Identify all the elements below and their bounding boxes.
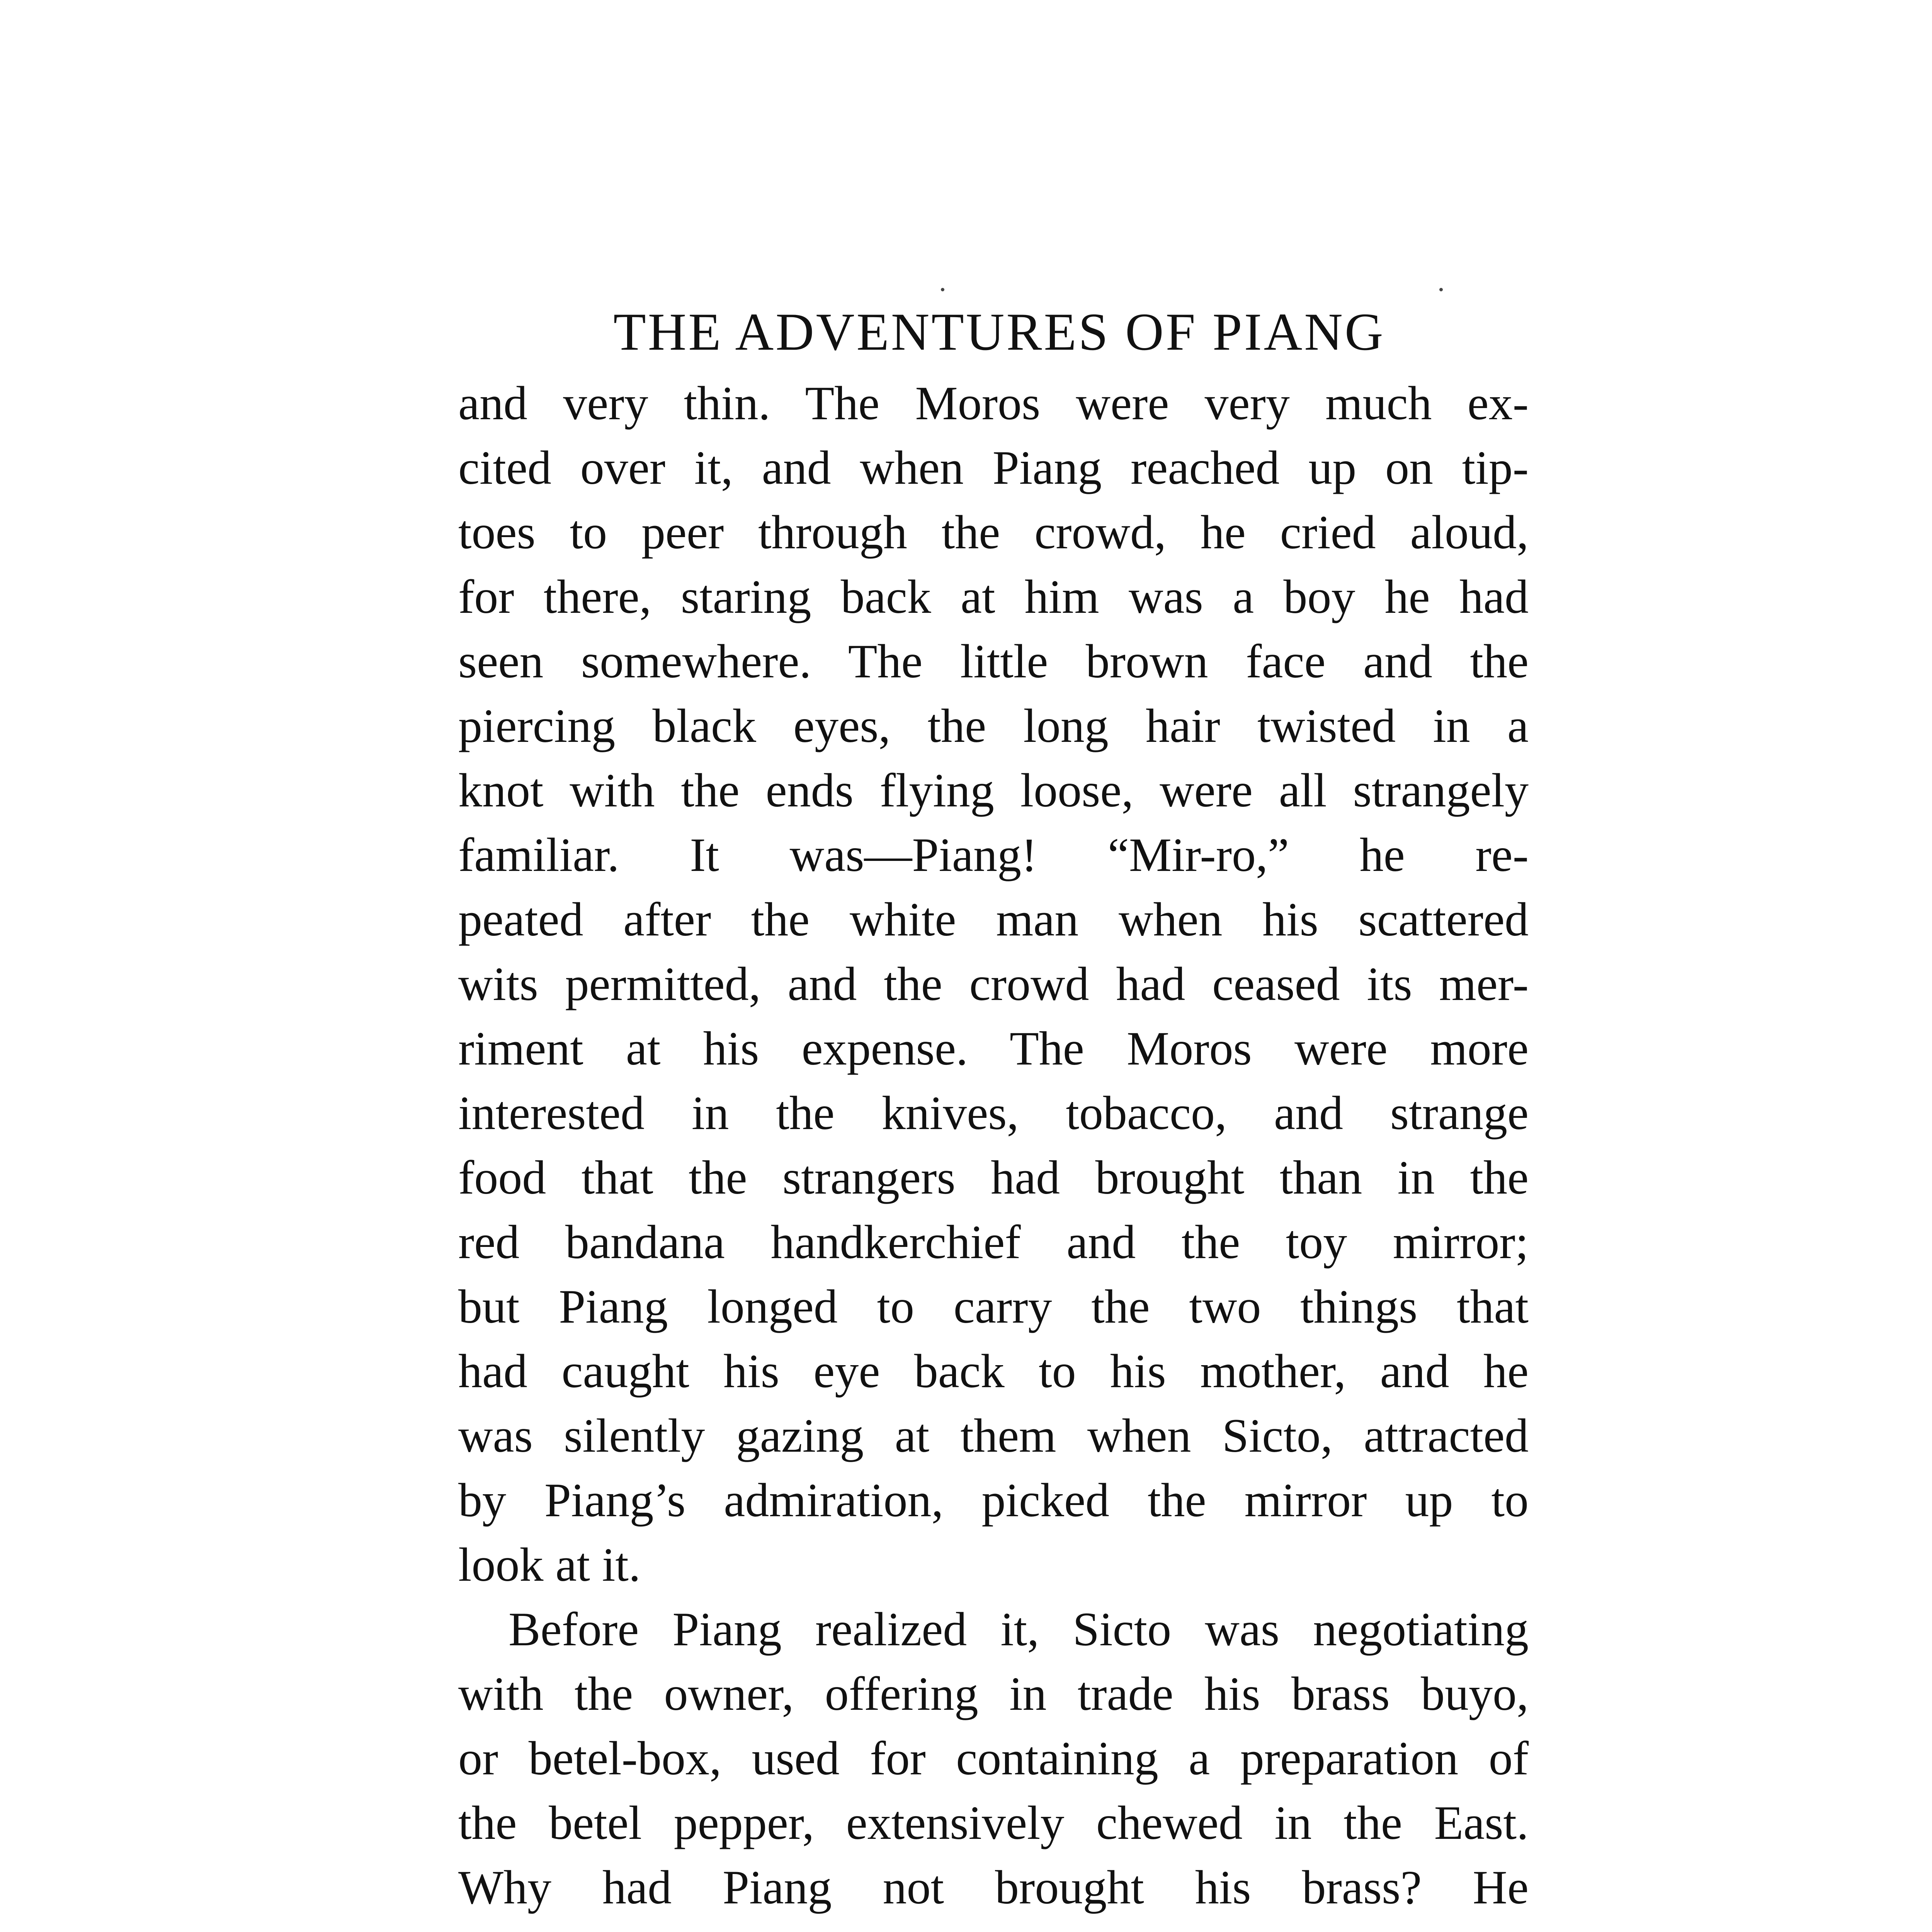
text-line: and very thin. The Moros were very much ex- — [458, 377, 1529, 430]
page-body — [458, 371, 1529, 1920]
text-line: but Piang longed to carry the two things that — [458, 1280, 1529, 1333]
text-line: the betel pepper, extensively chewed in the East. — [458, 1796, 1529, 1849]
scan-speck — [941, 288, 944, 291]
text-line: Why had Piang not brought his brass? He — [458, 1861, 1529, 1914]
text-line: with the owner, offering in trade his brass buyo, — [458, 1667, 1529, 1720]
text-line: riment at his expense. The Moros were more — [458, 1022, 1529, 1075]
text-line: knot with the ends flying loose, were all strangely — [458, 764, 1529, 817]
text-line: interested in the knives, tobacco, and strange — [458, 1087, 1529, 1139]
paragraph-end-line: look at it. — [458, 1538, 641, 1591]
paragraph-start-line: Before Piang realized it, Sicto was negotiating — [509, 1603, 1529, 1656]
text-line: wits permitted, and the crowd had ceased its mer- — [458, 957, 1529, 1010]
text-line: toes to peer through the crowd, he cried aloud, — [458, 506, 1529, 559]
text-line: food that the strangers had brought than in the — [458, 1151, 1529, 1204]
running-title: THE ADVENTURES OF PIANG — [613, 302, 1385, 361]
text-line: peated after the white man when his scattered — [458, 893, 1529, 946]
text-line: was silently gazing at them when Sicto, attracted — [458, 1409, 1529, 1462]
text-line: for there, staring back at him was a boy he had — [458, 570, 1529, 623]
text-line: familiar. It was—Piang! “Mir-ro,” he re- — [458, 828, 1529, 881]
text-line: had caught his eye back to his mother, and he — [458, 1345, 1529, 1398]
text-line: or betel-box, used for containing a preparation of — [458, 1732, 1529, 1785]
text-line: cited over it, and when Piang reached up on tip- — [458, 441, 1529, 494]
text-line: piercing black eyes, the long hair twisted in a — [458, 699, 1529, 752]
text-line: by Piang’s admiration, picked the mirror up to — [458, 1474, 1529, 1527]
text-line: red bandana handkerchief and the toy mirror; — [458, 1216, 1529, 1269]
text-line: seen somewhere. The little brown face and the — [458, 635, 1529, 688]
scan-speck — [1439, 288, 1443, 291]
